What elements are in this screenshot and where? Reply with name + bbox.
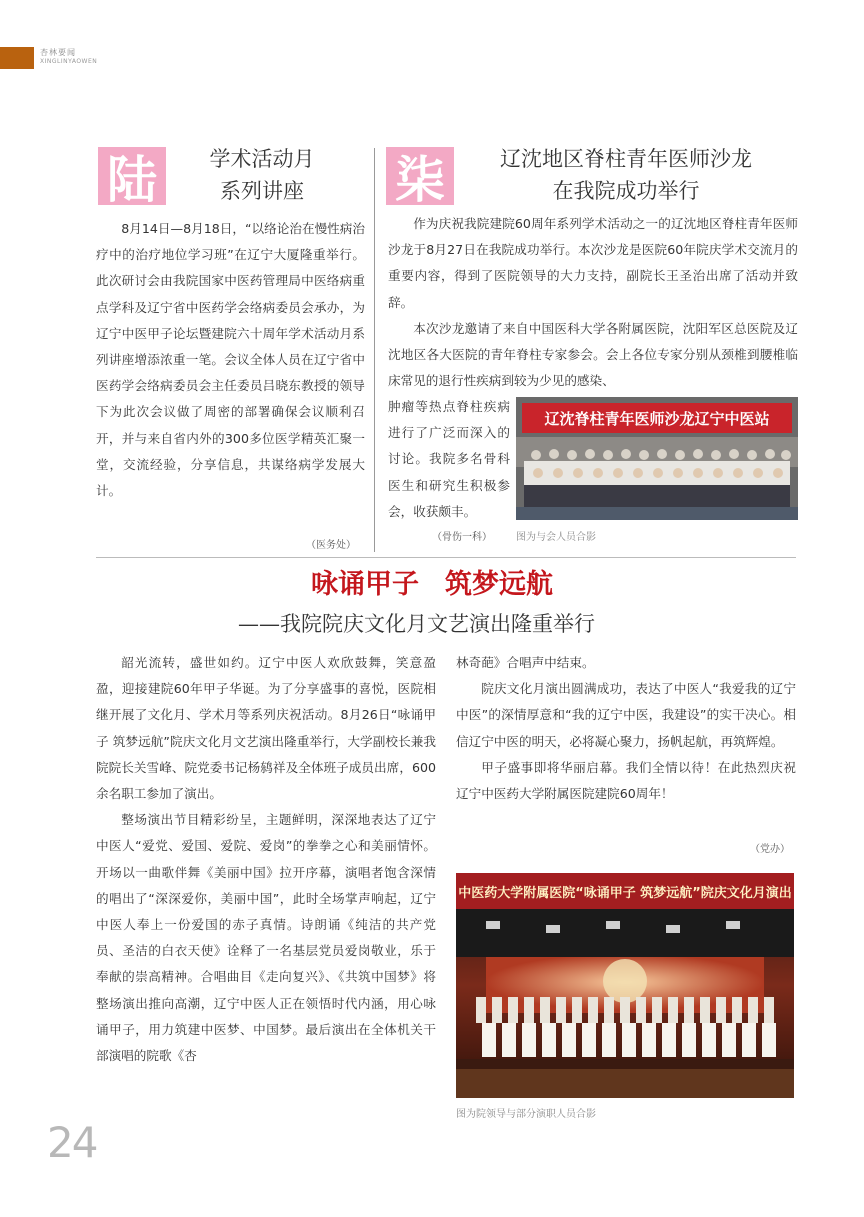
header-section-subtitle: XINGLINYAOWEN (40, 58, 98, 65)
right-article-title-line1: 辽沈地区脊柱青年医师沙龙 (500, 147, 752, 171)
group-photo-salon-image (516, 397, 798, 520)
right-article-body (388, 211, 798, 394)
performance-photo-image (456, 873, 794, 1098)
column-divider (374, 148, 375, 552)
performance-photo (456, 873, 794, 1098)
article-number-badge: 陆 (98, 147, 166, 205)
right-article-paragraph: 本次沙龙邀请了来自中国医科大学各附属医院，沈阳军区总医院及辽沈地区各大医院的青年脊柱专家参会。会上各位专家分别从颈椎到腰椎临床常见的退行性疾病到较为少见的感染、 (388, 320, 798, 389)
left-article-body (96, 216, 365, 504)
feature-paragraph: 韶光流转，盛世如约。辽宁中医人欢欣鼓舞，笑意盈盈，迎接建院60年甲子华诞。为了分享盛事的喜悦，医院相继开展了文化月、学术月等系列庆祝活动。8月26日“咏诵甲子 筑梦远航”院庆文化月文艺演出隆重举行，大学副校长兼我院院长关雪峰、院党委书记杨鸫祥及全体班子成员出席，600余名职工参加了演出。 (96, 655, 436, 802)
right-article-title-line2: 在我院成功举行 (552, 179, 700, 203)
performance-photo-caption: 图为院领导与部分演职人员合影 (456, 1109, 596, 1120)
article-number-badge: 柒 (386, 147, 454, 205)
left-article-title-line2: 系列讲座 (220, 179, 304, 203)
right-article-paragraph-wrap: 肿瘤等热点脊柱疾病进行了广泛而深入的讨论。我院多名骨科医生和研究生积极参会，收获颇丰。 (388, 399, 510, 519)
section-divider (96, 557, 796, 558)
right-article-title (462, 143, 790, 207)
feature-title (0, 562, 864, 601)
feature-paragraph: 甲子盛事即将华丽启幕。我们全情以待！在此热烈庆祝辽宁中医药大学附属医院建院60周年！ (456, 759, 796, 802)
feature-title-part-b: 筑梦远航 (445, 569, 553, 600)
feature-paragraph: 院庆文化月演出圆满成功，表达了中医人“我爱我的辽宁中医”的深情厚意和“我的辽宁中医，我建设”的实干决心。相信辽宁中医的明天，必将凝心聚力，扬帆起航，再筑辉煌。 (456, 681, 796, 749)
left-article-title (182, 143, 342, 207)
right-article-paragraph: 作为庆祝我院建院60周年系列学术活动之一的辽沈地区脊柱青年医师沙龙于8月27日在我院成功举行。本次沙龙是医院60年院庆学术交流月的重要内容，得到了医院领导的大力支持，副院长王圣治出席了活动并致辞。 (388, 216, 798, 310)
feature-column-2 (456, 650, 796, 807)
left-article-credit: （医务处） (306, 540, 356, 551)
salon-banner-text: 辽沈脊柱青年医师沙龙辽宁中医站 (544, 410, 770, 428)
left-article-paragraph: 8月14日—8月18日，“以络论治在慢性病治疗中的治疗地位学习班”在辽宁大厦隆重举行。此次研讨会由我院国家中医药管理局中医络病重点学科及辽宁省中医药学会络病委员会承办，为辽宁中医甲子论坛暨建院六十周年学术活动月系列讲座增添浓重一笔。会议全体人员在辽宁省中医药学会络病委员会主任委员吕晓东教授的领导下为此次会议做了周密的部署确保会议顺利召开，并与来自省内外的300多位医学精英汇聚一堂，交流经验，分享信息，共谋络病学发展大计。 (96, 221, 365, 499)
group-photo-salon (516, 397, 798, 520)
feature-column-1 (96, 650, 436, 1069)
feature-paragraph: 整场演出节目精彩纷呈，主题鲜明，深深地表达了辽宁中医人“爱党、爱国、爱院、爱岗”的拳拳之心和美丽情怀。开场以一曲歌伴舞《美丽中国》拉开序幕，演唱者饱含深情的唱出了“深深爱你，美丽中国”，此时全场掌声响起，辽宁中医人奉上一份爱国的赤子真情。诗朗诵《纯洁的共产党员、圣洁的白衣天使》诠释了一名基层党员爱岗敬业，乐于奉献的崇高精神。合唱曲目《走向复兴》、《共筑中国梦》将整场演出推向高潮，辽宁中医人正在领悟时代内涵，用心咏诵甲子，用力筑建中医梦、中国梦。最后演出在全体机关干部演唱的院歌《杏 (96, 812, 436, 1064)
feature-paragraph: 林奇葩》合唱声中结束。 (456, 655, 595, 670)
left-article-title-line1: 学术活动月 (209, 147, 315, 171)
performance-banner-text: 中医药大学附属医院“咏诵甲子 筑梦远航”院庆文化月演出 (458, 886, 792, 901)
right-article-credit: （骨伤一科） (432, 532, 492, 543)
page-number: 24 (47, 1118, 97, 1167)
salon-photo-caption: 图为与会人员合影 (516, 532, 596, 543)
right-article-body-wrap (388, 394, 510, 525)
feature-title-part-a: 咏诵甲子 (311, 569, 419, 600)
feature-credit: （党办） (750, 844, 790, 855)
feature-subtitle: ——我院院庆文化月文艺演出隆重举行 (238, 612, 595, 636)
header-section-title: 杏林要闻 (40, 48, 76, 57)
header-color-bar (0, 47, 34, 69)
